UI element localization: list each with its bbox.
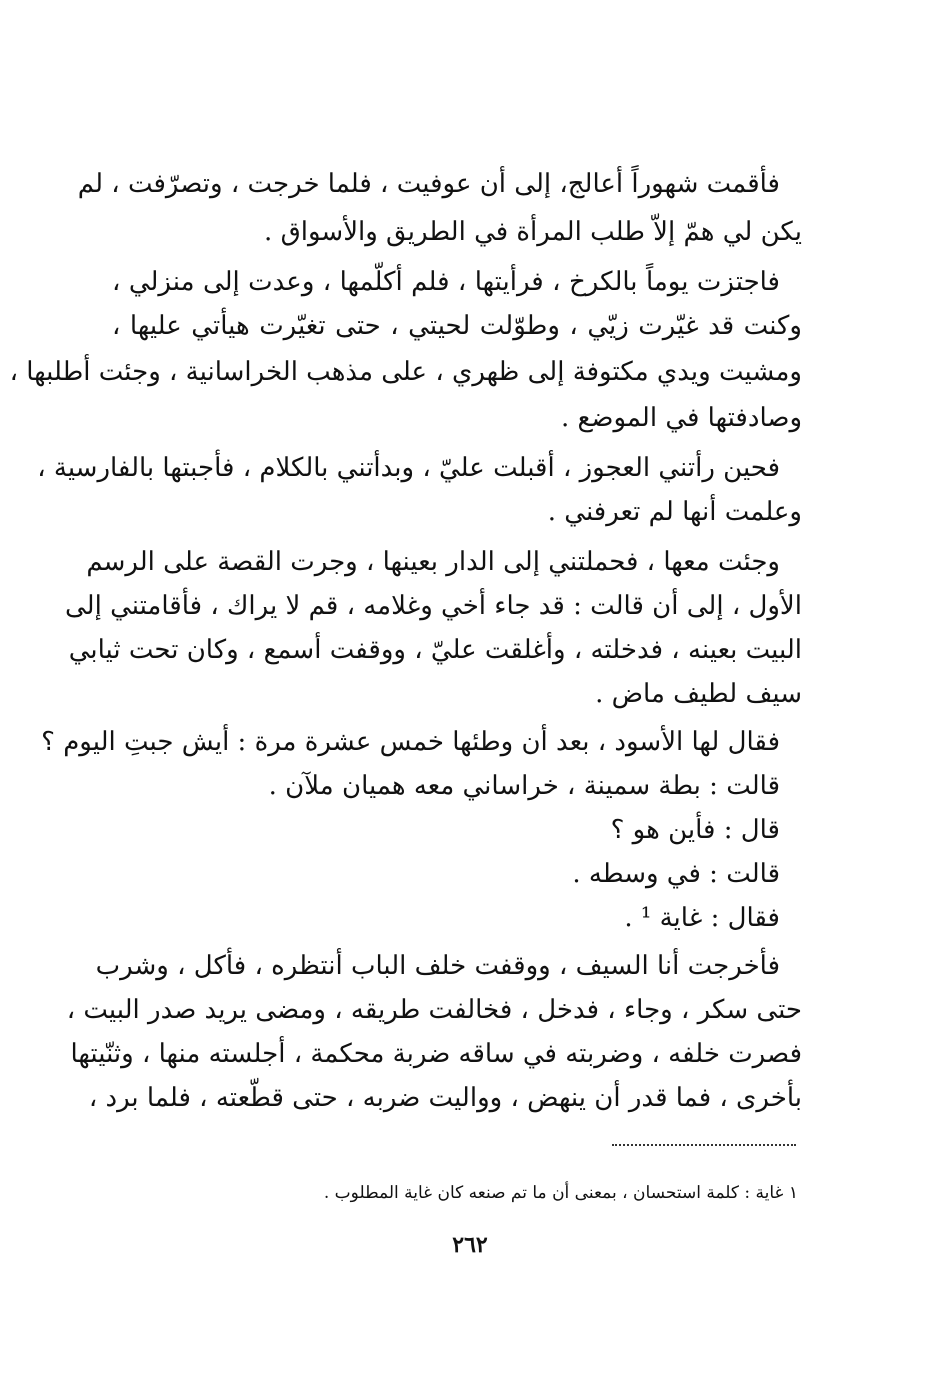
text-line: يكن لي همّ إلاّ طلب المرأة في الطريق والأسواق .	[264, 217, 802, 247]
text-line: سيف لطيف ماض .	[595, 679, 802, 709]
text-line: بأخرى ، فما قدر أن ينهض ، وواليت ضربه ، حتى قطّعته ، فلما برد ،	[88, 1083, 802, 1113]
text-line: وجئت معها ، فحملتني إلى الدار بعينها ، وجرت القصة على الرسم	[86, 547, 780, 577]
text-line: حتى سكر ، وجاء ، فدخل ، فخالفت طريقه ، ومضى يريد صدر البيت ،	[66, 995, 802, 1025]
text-line: ومشيت ويدي مكتوفة إلى ظهري ، على مذهب الخراسانية ، وجئت أطلبها ،	[9, 357, 802, 387]
text-line: فاجتزت يوماً بالكرخ ، فرأيتها ، فلم أكلّمها ، وعدت إلى منزلي ،	[112, 267, 780, 297]
footnote-separator	[612, 1144, 796, 1146]
text-line: فحين رأتني العجوز ، أقبلت عليّ ، وبدأتني بالكلام ، فأجبتها بالفارسية ،	[37, 453, 780, 483]
text-line: قالت : بطة سمينة ، خراساني معه هميان ملآن .	[268, 771, 780, 801]
footnote: ١ غاية : كلمة استحسان ، بمعنى أن ما تم صنعه كان غاية المطلوب .	[323, 1183, 798, 1203]
text-line: وصادفتها في الموضع .	[561, 403, 802, 433]
text-line: فقال : غاية ¹ .	[624, 903, 780, 933]
text-line: الأول ، إلى أن قالت : قد جاء أخي وغلامه ، قم لا يراك ، فأقامتني إلى	[64, 591, 802, 621]
text-line: فصرت خلفه ، وضربته في ساقه ضربة محكمة ، أجلسته منها ، وثنّيتها	[70, 1039, 802, 1069]
text-line: وكنت قد غيّرت زيّي ، وطوّلت لحيتي ، حتى تغيّرت هيأتي عليها ،	[112, 311, 802, 341]
text-line: فقال لها الأسود ، بعد أن وطئها خمس عشرة مرة : أيش جبتِ اليوم ؟	[41, 727, 780, 757]
text-line: فأقمت شهوراً أعالج، إلى أن عوفيت ، فلما خرجت ، وتصرّفت ، لم	[77, 169, 780, 199]
text-line: فأخرجت أنا السيف ، ووقفت خلف الباب أنتظره ، فأكل ، وشرب	[95, 951, 780, 981]
text-line: وعلمت أنها لم تعرفني .	[547, 497, 802, 527]
text-line: البيت بعينه ، فدخلته ، وأغلقت عليّ ، ووقفت أسمع ، وكان تحت ثيابي	[68, 635, 802, 665]
text-line: قالت : في وسطه .	[572, 859, 780, 889]
text-line: قال : فأين هو ؟	[610, 815, 780, 845]
page-number: ٢٦٢	[452, 1232, 488, 1258]
